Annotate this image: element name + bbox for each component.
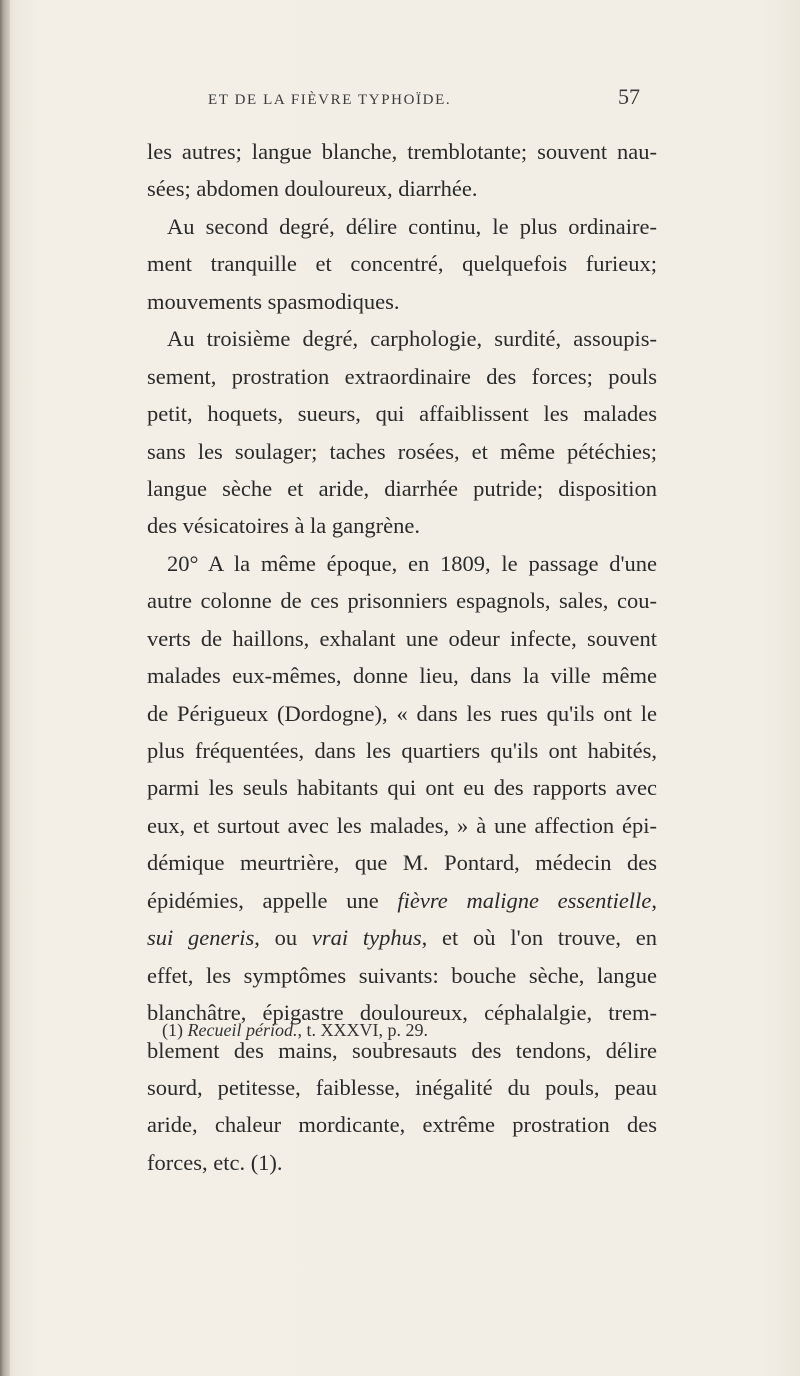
text-line: mouvements spasmodiques. — [147, 288, 400, 314]
page-number: 57 — [618, 84, 640, 109]
text-line — [147, 919, 657, 956]
text-line: malades eux-mêmes, donne lieu, dans la ville même — [147, 663, 657, 689]
text-line: langue sèche et aride, diarrhée putride; disposition — [147, 475, 657, 501]
footnote-reference: , t. XXXVI, p. 29. — [297, 1020, 428, 1040]
text-line: aride, chaleur mordicante, extrême prostration des — [147, 1112, 657, 1138]
text-line — [147, 882, 657, 919]
text-line: sées; abdomen douloureux, diarrhée. — [147, 176, 478, 202]
text-line: plus fréquentées, dans les quartiers qu'ils ont habités, — [147, 738, 657, 763]
text-line: 20° A la même époque, en 1809, le passage d'une — [167, 550, 657, 576]
text-run: épidémies, appelle une — [147, 887, 398, 913]
text-line: les autres; langue blanche, tremblotante; souvent nau- — [147, 139, 657, 164]
text-line: parmi les seuls habitants qui ont eu des rapports avec — [147, 775, 657, 801]
footnote-marker: (1) — [162, 1020, 183, 1040]
text-line: sourd, petitesse, faiblesse, inégalité du pouls, peau — [147, 1074, 657, 1100]
text-run: , ou — [254, 925, 312, 951]
text-line: eux, et surtout avec les malades, » à une affection épi- — [147, 812, 657, 838]
italic-term: vrai typhus — [311, 925, 422, 951]
footnote-source: Recueil périod. — [187, 1020, 298, 1040]
text-line: Au second degré, délire continu, le plus ordinaire- — [167, 213, 657, 239]
text-line: blanchâtre, épigastre douloureux, céphalalgie, trem- — [147, 1000, 657, 1026]
running-title: ET DE LA FIÈVRE TYPHOÏDE. — [208, 92, 452, 108]
text-line: sement, prostration extraordinaire des forces; pouls — [147, 363, 657, 389]
italic-term: sui generis — [147, 925, 255, 951]
text-line: sans les soulager; taches rosées, et même pétéchies; — [147, 438, 657, 464]
text-line: de Périgueux (Dordogne), « dans les rues qu'ils ont le — [147, 700, 657, 726]
text-line: ment tranquille et concentré, quelquefois furieux; — [147, 251, 657, 277]
text-line: forces, etc. (1). — [147, 1149, 283, 1175]
text-line: autre colonne de ces prisonniers espagnols, sales, cou- — [147, 588, 657, 614]
text-line: démique meurtrière, que M. Pontard, médecin des — [147, 850, 657, 876]
text-run: , et où l'on trouve, en — [421, 925, 657, 951]
text-line: blement des mains, soubresauts des tendons, délire — [147, 1037, 657, 1063]
italic-term: fièvre maligne essentielle — [397, 887, 652, 913]
text-run: , — [651, 887, 657, 913]
text-line: petit, hoquets, sueurs, qui affaiblissent les malades — [147, 401, 657, 427]
footnote — [162, 1020, 428, 1041]
text-line: verts de haillons, exhalant une odeur infecte, souvent — [147, 625, 657, 651]
text-line: effet, les symptômes suivants: bouche sèche, langue — [147, 962, 657, 988]
page-binding-edge — [0, 0, 10, 1376]
text-line: Au troisième degré, carphologie, surdité, assoupis- — [167, 326, 657, 352]
text-line: des vésicatoires à la gangrène. — [147, 513, 420, 539]
